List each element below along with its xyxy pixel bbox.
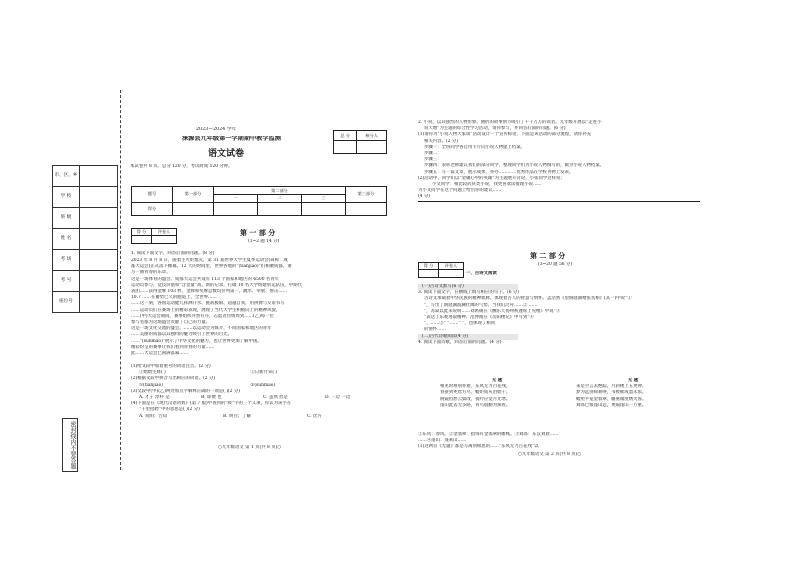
activity-step: 步骤三： xyxy=(424,157,442,163)
question-1: 1. 阅读下面文字，回答后面的问题。(8 分) xyxy=(131,251,215,256)
q3-line: ”表达了乐观进取精神。范仲淹在《岳阳楼记》中写到“④ xyxy=(424,315,534,321)
binding-field-label: 座位号 xyxy=(53,292,80,312)
passage-line: 此……大运会已圆满落幕…… xyxy=(131,351,189,357)
sub-section-1: (一)古诗文默写(6 分) xyxy=(418,284,518,290)
passage-line: 这是一场文化交流的盛会。……以运动会为媒介，不同国家和地区的青年 xyxy=(131,326,272,332)
question-2b: 说天地”为主题的综合性学习活动，请你参与，并回答后面的问题。(6 分) xyxy=(424,126,566,132)
passage-line: 2023 年 8 月 8 日，随着主火炬熄灭，第 31 届世界大学生夏季运动会(简称：成 xyxy=(131,258,288,263)
q2-2c: 为小文同学在这个问题上给出你的建议…… xyxy=(418,188,502,194)
q1-4: (4)下面是在《现代汉语词典》(第 7 版)中查到的“吸”字的三个义项，你认为该字在 xyxy=(131,401,292,407)
q2-1: (1)请你为“小说人物大家谈”活动设计一个宣传标语，下面是该活动的部分流程，请你补充 xyxy=(418,132,592,138)
page-footer-2: ○九年级语文 第 2 页(共 8 页)○ xyxy=(518,452,582,457)
q2-1b: 相关内容。(2 分) xyxy=(424,138,458,144)
part2-title: 第 二 部 分 xyxy=(530,251,566,260)
poem-note-2: ……④蓬山：蓬莱山…… xyxy=(418,438,467,444)
q1-2a[interactable]: ①(tiánjiǎo) xyxy=(139,382,164,388)
question-2: 2. 小说，以其强烈的人物形象、曲折的故事情节吸引了千千万万的读者。九年级开展以“走进小 xyxy=(418,120,602,125)
poem-line: 蓬山此去无多路，青鸟殷勤为探看。 xyxy=(440,402,511,408)
q2-2: (2)活动中，同学们以“金庸心中的英雄”为主题展开讨论，小张同学这样说： xyxy=(418,175,565,181)
q1-1: (1)给文段中加着重号的词语注音。(2 分) xyxy=(131,364,211,369)
passage-line: 10.7 ……在蓄势已久的跑道上，全世界…… xyxy=(131,295,217,301)
binding-field-3[interactable] xyxy=(52,229,118,250)
q1-3: (3)文段中(甲)(乙)两处加点字解释正确的一项是( )(2 分) xyxy=(131,388,240,394)
seal-line xyxy=(120,90,121,470)
q1-2b[interactable]: ②(sǔnmǎo) xyxy=(250,382,276,388)
binding-field-1[interactable] xyxy=(52,187,118,208)
poem-2-title: 无 题 xyxy=(627,378,639,383)
binding-field-5[interactable] xyxy=(52,271,118,292)
poem-note: ①东风：春风。②金翡翠：指饰有金翡翠的帷帐。③刘郎：东汉刘晨…… xyxy=(418,432,559,437)
q2-2-answer-line[interactable]: (4 分) xyxy=(418,194,700,202)
question-4: 4. 阅读下面诗歌，回答后面的问题。(4 分) xyxy=(418,339,502,345)
activity-step: 步骤一：全班同学各自用卡片向小说人物提上档案。 xyxy=(424,144,525,150)
part1-grader-box: 得 分 评卷人 xyxy=(131,228,177,244)
option-2[interactable]: C. 比方 xyxy=(307,413,322,419)
right-notes xyxy=(418,432,700,451)
binding-field-label: 市、区、乡 xyxy=(53,166,80,186)
binding-warning: 密封线内不要答题 xyxy=(62,418,78,472)
poem-line: 春蚕到死丝方尽，蜡炬成灰泪始干。 xyxy=(440,390,511,396)
q3-line: ”，苏轼以此来说明……刘禹锡在《酬乐天扬州初逢席上见赠》中说“③ xyxy=(424,308,561,314)
q4-1: (1)这两首《无题》都是写离别相思的……“东风无力百花残”以 xyxy=(418,444,539,450)
poem-line: 晓镜但愁云鬓改，夜吟应觉月光寒。 xyxy=(440,396,511,402)
passage-line: 运动员参与，竞技价值和“含金量”高。新的记录，打破 10 名大学组建别运队伍，中期代 xyxy=(131,282,302,288)
q1-1b[interactable]: ②日新月异( ) xyxy=(250,370,278,376)
poem-line: 刘郎已恨蓬山远，更隔蓬山一万重。 xyxy=(576,402,647,408)
passage-line: 写一曲青春的乐章。 xyxy=(131,270,171,276)
q1-4-options xyxy=(131,414,391,420)
passage-line: 精彩纷呈的赛事让我们看到青春的力量…… xyxy=(131,344,215,350)
total-score-box: 总 分 核分人 xyxy=(333,130,387,154)
poem-2-lines xyxy=(568,384,698,409)
passage-line: 都大运会)正式落下帷幕。12 天的时间里，世界各地的“(tiánjiǎo)”们相聚成都，谱 xyxy=(131,264,292,270)
q1-subquestions xyxy=(131,364,391,420)
q3-passage xyxy=(418,296,700,333)
option-0[interactable]: A. 才子 淳朴 是 xyxy=(139,395,170,401)
binding-field-4[interactable] xyxy=(52,250,118,271)
activity-step: 步骤二： xyxy=(424,151,442,157)
binding-field-2[interactable] xyxy=(52,208,118,229)
page-title: 语文试卷 xyxy=(208,149,245,159)
binding-field-label: 学 校 xyxy=(53,187,80,207)
binding-field-label: 班 级 xyxy=(53,208,80,228)
passage-line: ……运动员们在赛场上的精彩表现，展现了当代大学生积极向上的精神风貌。 xyxy=(131,307,281,313)
poem-line: 蜡照半笼金翡翠，麝熏微度绣芙蓉。 xyxy=(576,396,647,402)
q3-line: 的情怀…… xyxy=(424,327,446,333)
passage-line: 这是一场体育的盛会。成都大运会共设有 113 个国家和地区的 6500 名青年 xyxy=(131,276,280,282)
option-1[interactable]: B. 明白；了解 xyxy=(223,413,251,419)
binding-field-label: 姓 名 xyxy=(53,229,80,249)
q3-line: ”，……⑤“ ”……“ ”，也体现了相同 xyxy=(424,321,496,327)
option-0[interactable]: A. 说明；告知 xyxy=(139,413,167,419)
poem-line: 相见时难别亦难，东风无力百花残。 xyxy=(440,384,511,390)
activity-step: 步骤五：写一篇文章，展示成果，举办…………优秀作品在学校刊物上发表。 xyxy=(424,169,574,175)
q3-line: 古诗文承载着中华民族的精神血脉，体现着古人的智慧与情怀。孟浩然《望洞庭湖赠张丞相》(其一)中说“① xyxy=(424,296,632,302)
part1-subtitle: (1~2 题 14 分) xyxy=(248,239,280,244)
passage-line: 参与者都为这场盛会贡献了自己的力量。 xyxy=(131,320,211,326)
question-3: 3. 阅读下面文字，在横线上填写相应的句子。(6 分) xyxy=(418,290,520,296)
poem-1 xyxy=(432,378,562,409)
poem-line: 来是空言去绝踪，月斜楼上五更钟。 xyxy=(576,384,647,390)
exam-info: 本试卷共 8 页。总分 120 分，考试时间 120 分钟。 xyxy=(130,164,233,169)
q1-1a[interactable]: ①熠熠生辉( ) xyxy=(139,370,166,376)
passage-line: ……这一刻，各国运动健儿挥洒汗水、挑战极限、超越自我，用拼搏与友谊书写 xyxy=(131,301,285,307)
part1-title: 第 一 部 分 xyxy=(240,228,276,237)
passage-line: 表团……获得金牌 103 枚，金牌和奖牌总数均位列第一。跳水、举重、射击…… xyxy=(131,289,288,295)
binding-field-label: 考 号 xyxy=(53,271,80,291)
section-1-title: 一、古诗文阅读 xyxy=(466,271,497,276)
binding-field-6[interactable] xyxy=(52,292,118,313)
poem-2 xyxy=(568,378,698,409)
binding-field-0[interactable] xyxy=(52,165,118,187)
poem-1-lines xyxy=(432,384,562,409)
binding-strip xyxy=(52,165,118,405)
option-2[interactable]: C. 虽然 但是 xyxy=(263,395,288,401)
option-3[interactable]: D. 一边 一边 xyxy=(325,395,351,401)
binding-field-label: 考 场 xyxy=(53,250,80,270)
right-page-lower xyxy=(418,284,700,346)
q1-4b: “千里招聘”中的意思是( )(2 分) xyxy=(139,407,200,413)
passage-line: ……美丽的成都以其独特的魅力吸引了世界的目光。 xyxy=(131,332,232,338)
right-page xyxy=(418,120,700,202)
poem-line: 梦为远别啼难唤，书被催成墨未浓。 xyxy=(576,390,647,396)
part2-subtitle: (3~20 题 56 分) xyxy=(538,262,573,267)
page-footer-1: ○九年级语文 第 1 页(共 8 页)○ xyxy=(218,445,282,450)
q1-2: (2)根据文段中拼音写出相应的词语。(2 分) xyxy=(131,376,216,382)
passage-line: ……“(sǔnmǎo)”展示了中华文化的魅力，也让世界更加了解中国。 xyxy=(131,338,262,344)
poem-1-title: 无 题 xyxy=(491,378,503,383)
exam-year: 2023—2024 学年 xyxy=(196,127,237,132)
q2-2b: 小文同学：相比较武侠类小说，我更喜欢读推理小说…… xyxy=(432,182,542,188)
exam-school: 涞源县九年级第一学期期中教学监测 xyxy=(182,136,281,142)
part2-grader-box: 得 分 评卷人 xyxy=(418,262,464,278)
sub-section-2: (二)古代诗歌阅读(4 分) xyxy=(418,334,518,340)
passage-line: ……(甲)大运会期间，赛事组织井然有序，志愿者热情周到……(乙)每一位 xyxy=(131,313,274,319)
score-table: 题号 第一部分 第二部分 第三部分 一 二 三 得分 xyxy=(131,186,387,216)
q3-line: ”，写出了洞庭湖波澜壮阔的气势。当我们泛舟……② …… xyxy=(424,302,538,308)
option-1[interactable]: B. 即便 也 xyxy=(201,395,222,401)
activity-step: 步骤四：表彰老师建议我们的部分同学，整理同学们为小说人物撰写的，做为小说人物档案。 xyxy=(424,163,605,169)
activity-steps xyxy=(418,145,700,176)
passage-1 xyxy=(131,258,391,357)
